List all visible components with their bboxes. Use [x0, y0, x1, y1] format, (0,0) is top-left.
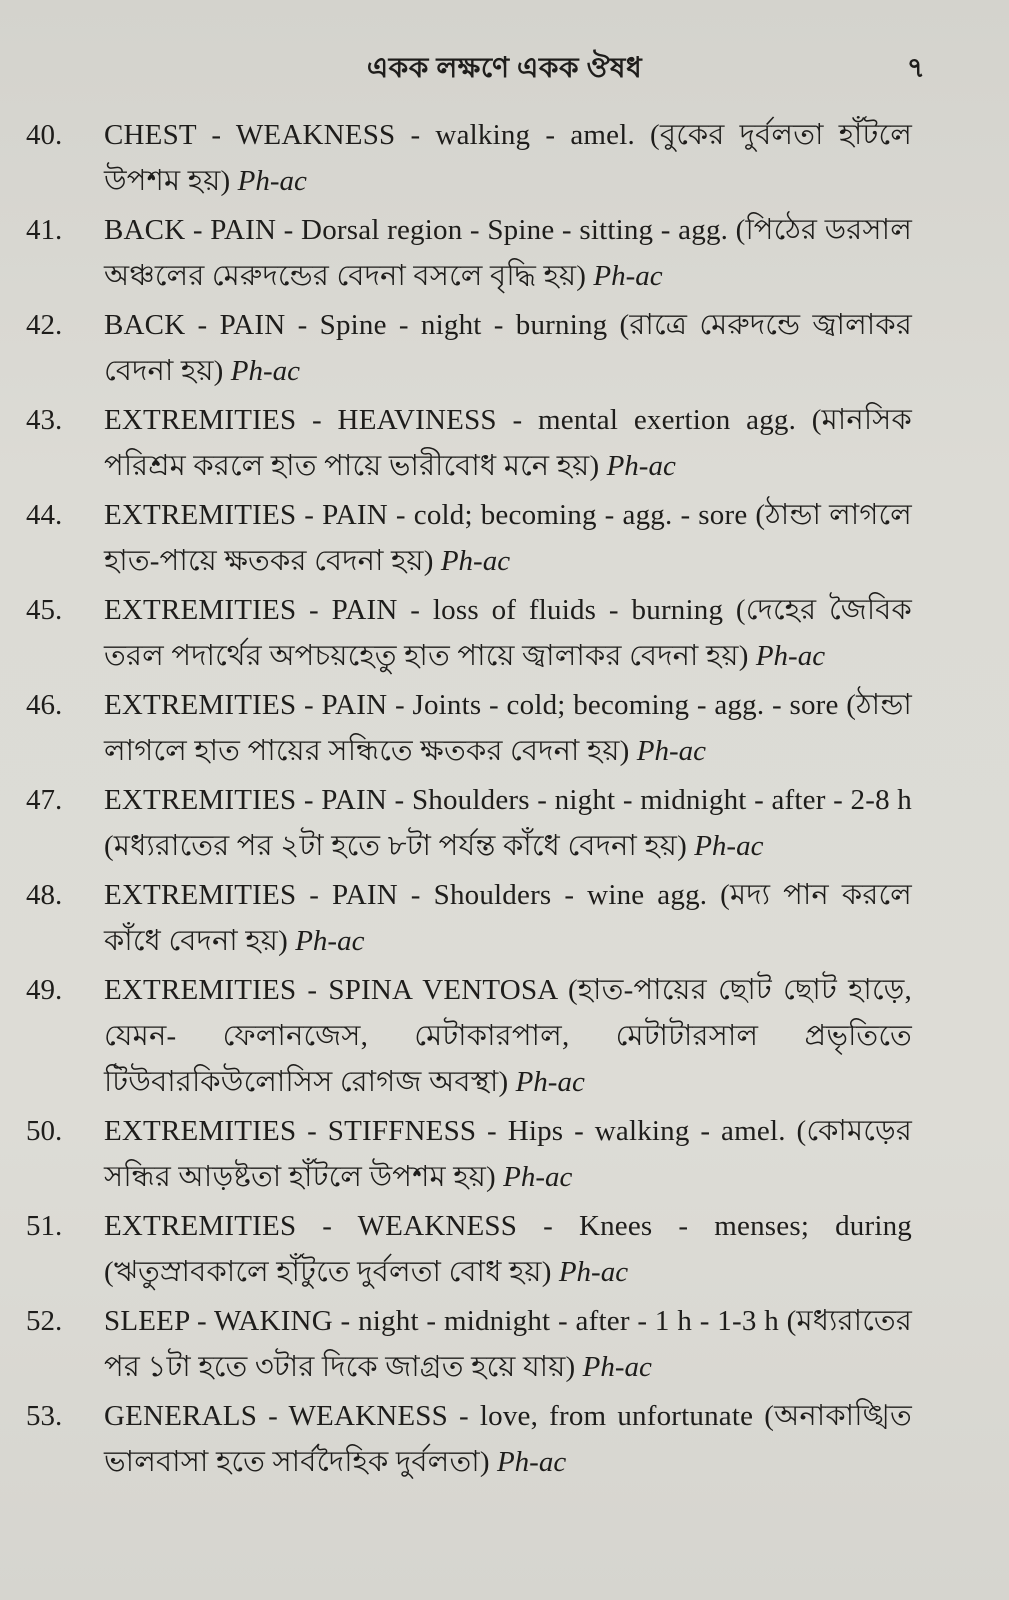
- rubric-entry: [26, 587, 912, 679]
- entry-rubric-text: EXTREMITIES - PAIN - Joints - cold; becoming - agg. - sore (ঠান্ডা লাগলে হাত পায়ের সন্ধিতে ক্ষতকর বেদনা হয়): [104, 689, 912, 767]
- entry-remedy: Ph-ac: [440, 545, 511, 577]
- entry-number: 46.: [26, 689, 63, 721]
- rubric-entry: [26, 1298, 912, 1390]
- entry-number: 49.: [26, 974, 63, 1006]
- rubric-entry: [26, 872, 912, 964]
- entry-remedy: Ph-ac: [230, 355, 300, 387]
- rubric-entry: [26, 1108, 912, 1200]
- rubric-entry: [26, 207, 912, 299]
- entry-rubric-text: EXTREMITIES - STIFFNESS - Hips - walking - amel. (কোমড়ের সন্ধির আড়ষ্টতা হাঁটলে উপশম হয়): [104, 1115, 912, 1193]
- rubric-entry: [26, 302, 912, 394]
- entry-remedy: Ph-ac: [515, 1066, 585, 1098]
- entry-number: 41.: [26, 214, 63, 246]
- entry-number: 52.: [26, 1305, 63, 1337]
- entry-remedy: Ph-ac: [694, 830, 764, 862]
- entry-rubric-text: EXTREMITIES - WEAKNESS - Knees - menses; during (ঋতুস্রাবকালে হাঁটুতে দুর্বলতা বোধ হয়): [104, 1210, 912, 1288]
- entry-remedy: Ph-ac: [558, 1256, 629, 1288]
- entry-remedy: Ph-ac: [237, 165, 307, 197]
- page-header: [0, 40, 1009, 84]
- entry-number: 53.: [26, 1400, 63, 1432]
- entry-rubric-text: EXTREMITIES - PAIN - cold; becoming - agg. - sore (ঠান্ডা লাগলে হাত-পায়ে ক্ষতকর বেদনা হয়): [104, 499, 912, 577]
- entry-remedy: Ph-ac: [496, 1446, 567, 1478]
- entry-number: 50.: [26, 1115, 63, 1147]
- entry-number: 48.: [26, 879, 63, 911]
- running-title: একক লক্ষণে একক ঔষধ: [366, 53, 643, 84]
- rubric-list: [26, 112, 912, 1488]
- entry-number: 40.: [26, 119, 63, 151]
- entry-rubric-text: CHEST - WEAKNESS - walking - amel. (বুকের দুর্বলতা হাঁটলে উপশম হয়): [104, 119, 912, 197]
- rubric-entry: [26, 967, 912, 1105]
- entry-remedy: Ph-ac: [755, 640, 826, 672]
- entry-number: 45.: [26, 594, 63, 626]
- entry-rubric-text: EXTREMITIES - PAIN - Shoulders - wine agg. (মদ্য পান করলে কাঁধে বেদনা হয়): [104, 879, 912, 957]
- rubric-entry: [26, 397, 912, 489]
- entry-rubric-text: EXTREMITIES - HEAVINESS - mental exertion agg. (মানসিক পরিশ্রম করলে হাত পায়ে ভারীবোধ মনে হয়): [104, 404, 912, 482]
- rubric-entry: [26, 682, 912, 774]
- entry-number: 44.: [26, 499, 63, 531]
- entry-number: 47.: [26, 784, 63, 816]
- rubric-entry: [26, 1203, 912, 1295]
- entry-rubric-text: BACK - PAIN - Spine - night - burning (রাত্রে মেরুদন্ডে জ্বালাকর বেদনা হয়): [104, 309, 912, 387]
- entry-remedy: Ph-ac: [295, 925, 365, 957]
- entry-remedy: Ph-ac: [636, 735, 707, 767]
- entry-number: 51.: [26, 1210, 63, 1242]
- entry-rubric-text: EXTREMITIES - PAIN - loss of fluids - burning (দেহের জৈবিক তরল পদার্থের অপচয়হেতু হাত পায়ে জ্বালাকর বেদনা হয়): [104, 594, 912, 672]
- entry-rubric-text: EXTREMITIES - PAIN - Shoulders - night - midnight - after - 2-8 h (মধ্যরাতের পর ২টা হতে ৮টা পর্যন্ত কাঁধে বেদনা হয়): [104, 784, 912, 862]
- entry-remedy: Ph-ac: [503, 1161, 573, 1193]
- entry-rubric-text: SLEEP - WAKING - night - midnight - after - 1 h - 1-3 h (মধ্যরাতের পর ১টা হতে ৩টার দিকে জাগ্রত হয়ে যায়): [104, 1305, 912, 1383]
- entry-remedy: Ph-ac: [606, 450, 676, 482]
- entry-remedy: Ph-ac: [582, 1351, 652, 1383]
- rubric-entry: [26, 777, 912, 869]
- entry-number: 42.: [26, 309, 63, 341]
- rubric-entry: [26, 492, 912, 584]
- entry-rubric-text: GENERALS - WEAKNESS - love, from unfortunate (অনাকাঙ্খিত ভালবাসা হতে সার্বদৈহিক দুর্বলতা): [104, 1400, 912, 1478]
- page-number: ৭: [906, 53, 925, 84]
- rubric-entry: [26, 112, 912, 204]
- entry-rubric-text: EXTREMITIES - SPINA VENTOSA (হাত-পায়ের ছোট ছোট হাড়ে, যেমন- ফেলানজেস, মেটাকারপাল, মেটাটারসাল প্রভৃতিতে টিউবারকিউলোসিস রোগজ অবস্থা): [104, 974, 912, 1098]
- rubric-entry: [26, 1393, 912, 1485]
- entry-rubric-text: BACK - PAIN - Dorsal region - Spine - sitting - agg. (পিঠের ডরসাল অঞ্চলের মেরুদন্ডের বেদনা বসলে বৃদ্ধি হয়): [104, 214, 912, 292]
- entry-number: 43.: [26, 404, 63, 436]
- entry-remedy: Ph-ac: [593, 260, 663, 292]
